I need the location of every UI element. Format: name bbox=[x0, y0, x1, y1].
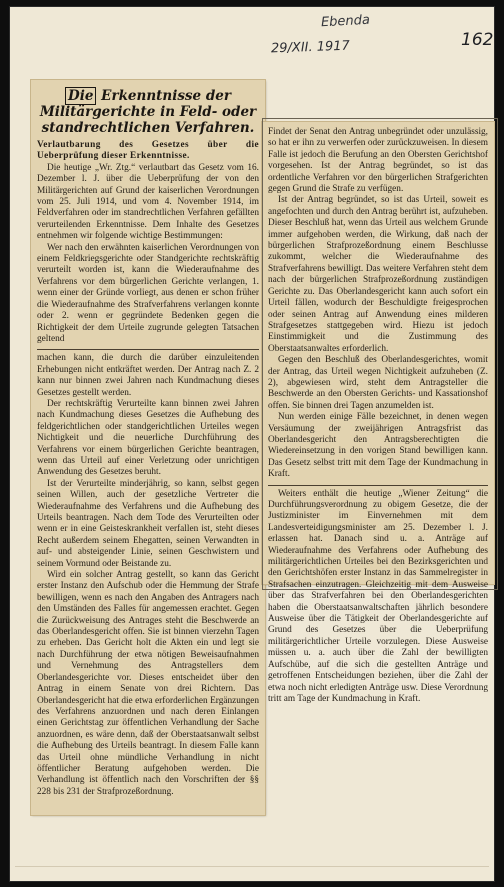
article-paragraph: Nun werden einige Fälle bezeichnet, in denen wegen Versäumung der zweijährigen Antragsfrist das Oberlandesgericht den Antragsberechtigten die Wiedereinsetzung in den vorigen Stand bewilligen kann. Das Gesetz selbst tritt mit dem Tage der Kundmachung in Kraft. bbox=[268, 412, 488, 480]
article-paragraph: Findet der Senat den Antrag unbegründet oder unzulässig, so hat er ihn zu verwerfen oder zurückzuweisen. In diesem Falle ist jedoch die Berufung an den Obersten Gerichtshof vorgesehen. Ist der Antrag begründet, so ist das ordentliche Verfahren vor den bürgerlichen Strafgerichten gegen Grund die Strafe zu verfügen. bbox=[268, 127, 488, 195]
article-paragraph: Die heutige „Wr. Ztg.“ verlautbart das Gesetz vom 16. Dezember l. J. über die Ueberprüfung der von den Militärgerichten auf Grund der kaiserlichen Verordnungen vom 25. Juli 1914, und vom 4. November 1914, im Feldverfahren oder im standrechtlichen Verfahren gefällten verurteilenden Erkenntnisse. Dem Inhalte des Gesetzes entnehmen wir folgende wichtige Bestimmungen: bbox=[37, 162, 259, 242]
handwritten-source-note: Ebenda bbox=[320, 12, 371, 31]
article-paragraph: machen kann, die durch die darüber einzuleitenden Erhebungen nicht entkräftet werden. Der Antrag nach Z. 2 kann nur binnen zwei Jahren nach Kundmachung dieses Gesetzes gestellt werden. bbox=[37, 353, 259, 398]
newspaper-clipping-left-column bbox=[31, 80, 265, 815]
column-divider bbox=[37, 349, 259, 350]
section-divider bbox=[268, 485, 488, 486]
article-title-first-word: Die bbox=[65, 87, 96, 105]
handwritten-date: 29/XII. 1917 bbox=[270, 38, 351, 57]
article-paragraph: Ist der Antrag begründet, so ist das Urteil, soweit es angefochten und durch den Antrag berührt ist, aufzuheben. Dieser Beschluß hat, wenn das Urteil aus welchem Grunde immer aufgehoben werden, die Wirkung, daß nach der bürgerlichen Strafprozeßordnung einem Beschlusse zukommt, welcher die Wiederaufnahme des Strafverfahrens bewilligt. Das weitere Verfahren steht dem nach der bürgerlichen Strafprozeßordnung zuständigen Gerichte zu. Das Oberlandesgericht kann auch sofort ein Urteil fällen, wodurch der Beschuldigte freigesprochen oder seinen Antrag auf Anwendung eines milderen Strafgesetzes stattgegeben wird. Hiezu ist jedoch Einstimmigkeit und die Zustimmung des Oberstaatsanwaltes erforderlich. bbox=[268, 195, 488, 354]
article-paragraph: Wer nach den erwähnten kaiserlichen Verordnungen von einem Feldkriegsgerichte oder Standgerichte rechtskräftig verurteilt worden ist, kann die Wiederaufnahme des Verfahrens vor dem bürgerlichen Gerichte verlangen, 1. wenn einer der Gründe vorliegt, aus denen er schon früher die Wiederaufnahme des Strafverfahrens verlangen konnte oder 2. wenn er gegründete Bedenken gegen die Richtigkeit der dem Urteile zugrunde gelegten Tatsachen geltend bbox=[37, 242, 259, 344]
article-paragraph: Der rechtskräftig Verurteilte kann binnen zwei Jahren nach Kundmachung dieses Gesetzes die Aufhebung des feldgerichtlichen oder standgerichtlichen Urteiles wegen Nichtigkeit und die neuerliche Durchführung des Verfahrens vor einem bürgerlichen Gerichte beantragen, wenn das Urteil auf einer Verletzung oder unrichtigen Anwendung des Gesetzes beruht. bbox=[37, 398, 259, 478]
article-title-rest: Erkenntnisse der Militärgerichte in Feld- oder standrechtlichen Verfahren. bbox=[39, 88, 257, 136]
article-paragraph: Gegen den Beschluß des Oberlandesgerichtes, womit der Antrag, das Urteil wegen Nichtigkeit aufzuheben (Z. 2), abgewiesen wird, steht dem Antragsteller die Beschwerde an den Obersten Gerichts- und Kassationshof offen. Sie binnen drei Tagen anzumelden ist. bbox=[268, 355, 488, 411]
article-title bbox=[37, 88, 259, 136]
fold-mark bbox=[15, 866, 489, 867]
article-paragraph: Weiters enthält die heutige „Wiener Zeitung“ die Durchführungsverordnung zu obigem Gesetze, die der Justizminister im Einvernehmen mit dem Landesverteidigungsminister am 25. Dezember l. J. erlassen hat. Danach sind u. a. Anträge auf Wiederaufnahme des Verfahrens oder Aufhebung des militärgerichtlichen Urteiles bei den Bezirksgerichten und den Gerichtshöfen erster Instanz in das Sammelregister in Strafsachen einzutragen. Gleichzeitig mit dem Ausweise über das Strafverfahren bei den Oberlandesgerichten haben die Oberstaatsanwaltschaften jährlich besondere Ausweise über die Tätigkeit der Oberlandesgerichte auf Grund des Gesetzes über die Ueberprüfung militärgerichtlicher Urteile vorzulegen. Diese Ausweise müssen u. a. auch über die Zahl der bewilligten Aufschübe, auf die sich die gestellten Anträge und getroffenen Entscheidungen beziehen, über die Zahl der etwa noch nicht erledigten Anträge usw. Diese Verordnung tritt am Tage der Kundmachung in Kraft. bbox=[268, 488, 488, 704]
handwritten-page-number: 162 bbox=[461, 30, 494, 50]
article-subtitle: Verlautbarung des Gesetzes über die Ueberprüfung dieser Erkenntnisse. bbox=[37, 140, 259, 162]
article-paragraph: Ist der Verurteilte minderjährig, so kann, selbst gegen seinen Willen, auch der gesetzliche Vertreter die Wiederaufnahme des Verfahrens und die Aufhebung des Urteils beantragen. Nach dem Tode des Verurteilten oder wenn er in eine Geisteskrankheit verfallen ist, steht dieses Recht außerdem seinem Ehegatten, seinen Verwandten in auf- und absteigender Linie, seinen Geschwistern und seinem Vormund oder Beistande zu. bbox=[37, 478, 259, 569]
newspaper-clipping-right-column bbox=[262, 122, 494, 704]
article-paragraph: Wird ein solcher Antrag gestellt, so kann das Gericht erster Instanz den Aufschub oder die Hemmung der Strafe bewilligen, wenn es nach den Angaben des Antragers nach den Umständen des Falles für angemessen erachtet. Gegen die Zurückweisung des Antrages steht die Beschwerde an das Oberlandesgericht offen. Sie ist binnen vierzehn Tagen zu erheben. Das Gericht holt die Akten ein und legt sie nach Durchführung der etwa nötigen Beweisaufnahmen und Vernehmung des Antragstellers dem Oberlandesgerichte vor. Dieses entscheidet über den Antrag in einem Senate von drei Richtern. Das Oberlandesgericht hat die etwa erforderlichen Ergänzungen des Verfahrens anzuordnen und nach deren Einlangen einen Gerichtstag zur öffentlichen Verhandlung der Sache anzuordnen, es wäre denn, daß der Oberstaatsanwalt selbst die Aufhebung des Urteils beantragt. In diesem Falle kann das Urteil ohne mündliche Verhandlung in nicht öffentlicher Beratung aufgehoben werden. Die Verhandlung ist öffentlich nach den Vorschriften der §§ 228 bis 231 der Strafprozeßordnung. bbox=[37, 570, 259, 797]
